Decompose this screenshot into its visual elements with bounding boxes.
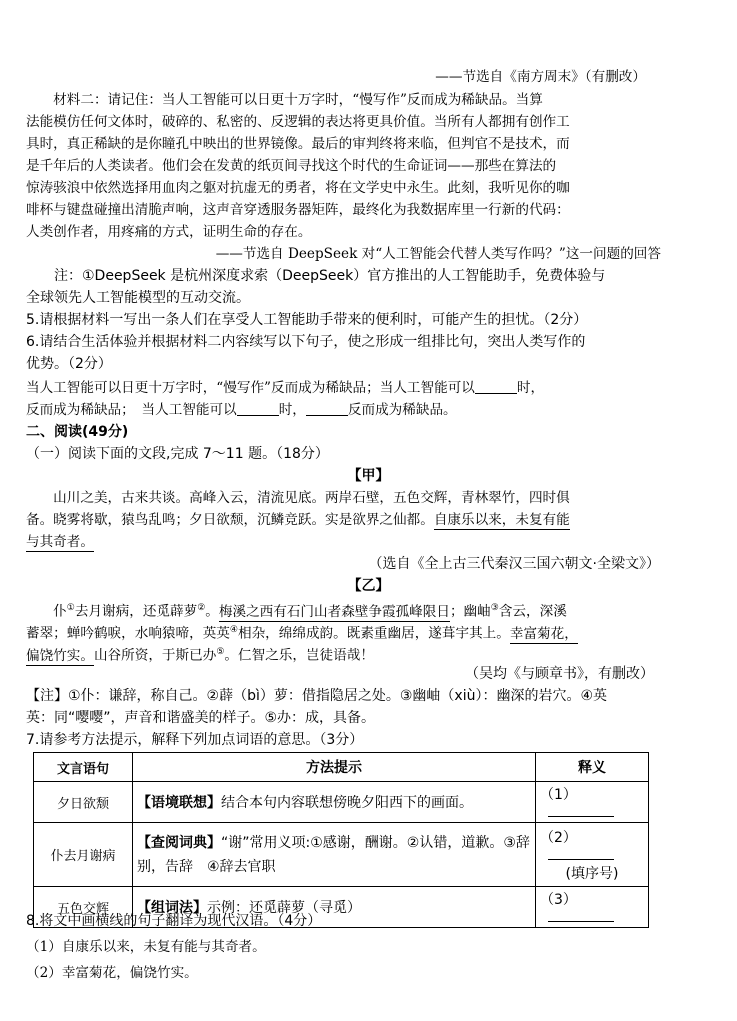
hint-text: “谢”常用义项:①感谢，酬谢。②认错，道歉。③辞别，告辞 ④辞去官职 [137,834,530,875]
table-header: 释义 [536,753,649,782]
question-8-item-1: （1）自康乐以来，未复有能与其奇者。 [26,939,266,955]
hint-tag: 【查阅词典】 [137,834,221,851]
q6-blank-1[interactable] [475,379,517,394]
question-6-line-1: 6.请结合生活体验并根据材料二内容续写以下句子，使之形成一组排比句，突出人类写作的 [26,334,586,350]
question-7: 7.请参考方法提示，解释下列加点词语的意思。（3分） [26,732,364,748]
answer-label: （2） [540,829,577,846]
yi-text-1f: 含云，深溪 [498,603,567,620]
table-cell-answer[interactable] [536,823,649,887]
yi-underlined-sentence-1: 梅溪之西有石门山者森壁争霞孤峰限日 [218,603,450,620]
yi-text-1c: 。 [205,603,219,620]
jia-line-3 [26,531,716,553]
yi-text-2b: 相杂，绵绵成韵。既素重幽居，遂葺宇其上。 [237,625,510,642]
jia-text-2a: 备。晓雾将歇，猿鸟乱鸣；夕日欲颓，沉鳞竞跃。实是欲界之仙都。 [26,512,434,528]
material2-line-5: 惊涛骇浪中依然选择用血肉之躯对抗虚无的勇者，将在文学史中永生。此刻，我听见你的咖 [26,180,570,196]
question-6-line-2: 优势。（2分） [26,356,112,372]
answer-note: (填序号) [565,865,619,882]
note-line-2: 全球领先人工智能模型的互动交流。 [26,290,250,306]
yi-source: （吴均《与顾章书》，有删改） [465,666,654,682]
q6-text-2c: 反而成为稀缺品。 [347,402,457,418]
question-8-item-2: （2）幸富菊花，偏饶竹实。 [26,965,198,981]
yi-text-1a: 仆 [26,603,67,620]
answer-line[interactable] [548,804,614,817]
material2-line-2: 法能模仿任何文体时，破碎的、私密的、反逻辑的表达将更具价值。当所有人都拥有创作工 [26,114,570,130]
q6-text-1b: 时， [516,380,545,396]
material2-line-4: 是千年后的人类读者。他们会在发黄的纸页间寻找这个时代的生命证词——那些在算法的 [26,158,557,174]
table-header-row [34,753,649,782]
yi-text-1e: ；幽岫 [449,603,491,620]
jia-source: （选自《全上古三代秦汉三国六朝文·全梁文》） [368,556,660,572]
material1-source: ——节选自《南方周末》（有删改） [435,69,646,85]
vocab-table [33,752,649,928]
q6-blank-2[interactable] [237,401,279,416]
question-6-sentence-2 [26,399,716,421]
table-cell-answer[interactable] [536,782,649,823]
marker-3: ③ [490,603,499,613]
yi-text-2a: 蓄翠；蝉吟鹤唳，水响猿啼，英英 [26,625,230,642]
q6-text-2a: 反而成为稀缺品； 当人工智能可以 [26,402,237,418]
section-2-title: 二、阅读(49分) [26,424,129,440]
question-6-sentence-1 [26,377,716,399]
table-cell-phrase: 五色交辉 [34,887,133,928]
jia-line-2 [26,509,716,531]
annotation-line-1: 【注】①仆：谦辞，称自己。②薜（bì）萝：借指隐居之处。③幽岫（xiù）：幽深的岩穴。④英 [26,688,608,704]
q6-text-1a: 当人工智能可以日更十万字时，“慢写作”反而成为稀缺品；当人工智能可以 [26,380,475,396]
yi-underlined-sentence-2b: 偏饶竹实。 [26,647,94,664]
hint-text: 结合本句内容联想傍晚夕阳西下的画面。 [221,795,473,811]
answer-label: （1） [540,787,577,803]
section-2-subtitle: （一）阅读下面的文段,完成 7～11 题。（18分） [26,446,329,462]
table-cell-hint [133,823,536,887]
material2-source: ——节选自 DeepSeek 对“人工智能会代替人类写作吗？”这一问题的回答 [215,246,661,262]
yi-text-3c: 。仁智之乐，岂徒语哉！ [224,647,374,664]
question-8: 8.将文中画横线的句子翻译为现代汉语。（4分） [26,913,322,929]
jia-title: 【甲】 [347,468,390,484]
answer-line[interactable] [548,847,614,860]
jia-underlined-sentence-a: 自康乐以来，未复有能 [433,512,570,528]
note-line-1: 注：①DeepSeek 是杭州深度求索（DeepSeek）官方推出的人工智能助手，免费体验与 [26,268,606,284]
marker-4: ④ [229,625,238,635]
marker-1: ① [66,603,75,613]
material2-line-7: 人类创作者，用疼痛的方式，证明生命的存在。 [26,224,312,240]
table-header: 方法提示 [133,753,536,782]
yi-text-1b: 去月谢病，还觅薜萝 [74,603,198,620]
q6-text-2b: 时， [278,402,306,418]
hint-tag: 【组词法】 [137,900,207,916]
hint-text: 示例：还觅薜萝（寻觅） [207,900,361,916]
answer-label: （3） [540,892,577,908]
hint-tag: 【语境联想】 [137,795,221,811]
material2-line-3: 具时，真正稀缺的是你瞳孔中映出的世界镜像。最后的审判终将来临，但判官不是技术，而 [26,136,570,152]
table-cell-phrase: 仆去月谢病 [34,823,133,887]
marker-5: ⑤ [216,647,225,657]
yi-underlined-sentence-2a: 幸富菊花， [509,625,578,642]
material2-line-1: 材料二：请记住：当人工智能可以日更十万字时，“慢写作”反而成为稀缺品。当算 [26,92,543,108]
table-cell-hint [133,782,536,823]
table-cell-phrase: 夕日欲颓 [34,782,133,823]
material2-line-6: 啡杯与键盘碰撞出清脆声响，这声音穿透服务器矩阵，最终化为我数据库里一行新的代码： [26,202,570,218]
yi-text-3b: 山谷所资，于斯已办 [93,647,217,664]
question-5: 5.请根据材料一写出一条人们在享受人工智能助手带来的便利时，可能产生的担忧。（2分） [26,312,588,328]
yi-title: 【乙】 [347,578,390,594]
table-row [34,823,649,887]
q6-blank-3[interactable] [306,401,348,416]
marker-2: ② [197,603,206,613]
table-header: 文言语句 [34,753,133,782]
jia-line-1: 山川之美，古来共谈。高峰入云，清流见底。两岸石壁，五色交辉，青林翠竹，四时俱 [26,490,570,506]
annotation-line-2: 英：同“嘤嘤”，声音和谐盛美的样子。⑤办：成，具备。 [26,710,376,726]
table-row [34,782,649,823]
jia-underlined-sentence-b: 与其奇者。 [26,534,94,550]
